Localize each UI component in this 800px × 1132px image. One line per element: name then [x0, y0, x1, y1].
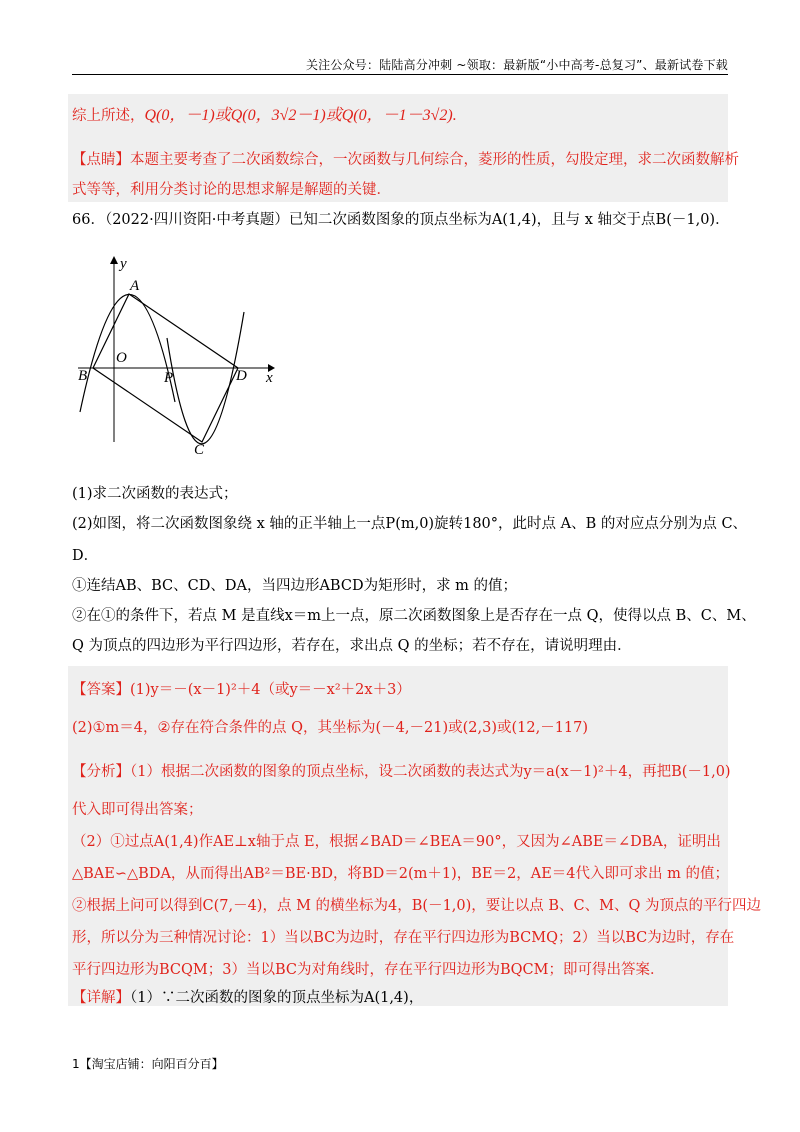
question-2a: ①连结AB、BC、CD、DA，当四边形ABCD为矩形时，求 m 的值；: [72, 578, 518, 594]
label-p: P: [164, 370, 174, 386]
analysis-tag: 【分析】: [72, 764, 130, 780]
label-a: A: [130, 278, 140, 294]
header-rule: [72, 74, 728, 75]
answer-line-2: (2)①m＝4，②存在符合条件的点 Q，其坐标为(－4,－21)或(2,3)或(12,－117): [72, 720, 589, 736]
analysis-text-1: （1）根据二次函数的图象的顶点坐标，设二次函数的表达式为y＝a(x－1)²＋4，再把B(－1,0): [130, 764, 731, 780]
detail-text-1: （1）∵二次函数的图象的顶点坐标为A(1,4)，: [130, 990, 424, 1006]
analysis-line-1: [72, 762, 731, 782]
rotated-parabola: [167, 312, 244, 444]
question-2b-line-2: Q 为顶点的四边形为平行四边形，若存在，求出点 Q 的坐标；若不存在，请说明理由．: [72, 638, 632, 654]
answer-line-1: [72, 680, 411, 700]
question-2b-line-1: ②在①的条件下，若点 M 是直线x＝m上一点，原二次函数图象上是否存在一点 Q，使得以点 B、C、M、: [72, 608, 756, 624]
analysis-line-5: ②根据上问可以得到C(7,－4)，点 M 的横坐标为4，B(－1,0)，要让以点 B、C、M、Q 为顶点的平行四边: [72, 898, 761, 914]
analysis-line-7: 平行四边形为BCQM；3）当以BC为对角线时，存在平行四边形为BQCM；即可得出答案．: [72, 962, 665, 978]
problem-stem: 66．（2022·四川资阳·中考真题）已知二次函数图象的顶点坐标为A(1,4)，且与 x 轴交于点B(－1,0)．: [72, 212, 730, 228]
page-number: 1: [72, 1057, 80, 1071]
detail-tag: 【详解】: [72, 990, 130, 1006]
question-2-line-2: D．: [72, 548, 99, 564]
problem-figure: [72, 252, 292, 462]
question-2-line-1: (2)如图，将二次函数图象绕 x 轴的正半轴上一点P(m,0)旋转180°，此时点 A、B 的对应点分别为点 C、: [72, 516, 748, 532]
analysis-line-3: （2）①过点A(1,4)作AE⊥x轴于点 E，根据∠BAD＝∠BEA＝90°，又因为∠ABE＝∠DBA，证明出: [72, 834, 721, 850]
dianjing-tag: 【点睛】: [72, 152, 130, 168]
label-y: y: [120, 256, 127, 272]
label-b: B: [78, 368, 88, 384]
question-1: (1)求二次函数的表达式；: [72, 486, 238, 502]
analysis-line-2: 代入即可得出答案；: [72, 802, 203, 818]
prev-conclusion: [72, 106, 457, 126]
page-footer: [72, 1055, 224, 1072]
label-o: O: [116, 350, 127, 366]
label-c: C: [194, 442, 205, 458]
analysis-line-6: 形，所以分为三种情况讨论：1）当以BC为边时，存在平行四边形为BCMQ；2）当以BC为边时，存在: [72, 930, 735, 946]
detail-line-1: [72, 988, 423, 1008]
shop-name: 【淘宝店铺：向阳百分百】: [79, 1057, 224, 1071]
prev-conclusion-math: Q(0，－1)或Q(0，3√2－1)或Q(0，－1－3√2).: [144, 107, 457, 124]
label-x: x: [266, 370, 273, 386]
answer-1: (1)y＝－(x－1)²＋4（或y＝－x²＋2x＋3）: [130, 682, 411, 698]
prev-conclusion-prefix: 综上所述，: [72, 108, 145, 124]
dianjing-line-2: 式等等，利用分类讨论的思想求解是解题的关键．: [72, 182, 391, 198]
page-header: 关注公众号：陆陆高分冲刺 ~领取：最新版“小中高考-总复习”、最新试卷下载: [305, 58, 728, 72]
analysis-line-4: △BAE∽△BDA，从而得出AB²＝BE·BD，将BD＝2(m＋1)，BE＝2，AE＝4代入即可求出 m 的值；: [72, 866, 729, 882]
answer-tag: 【答案】: [72, 682, 130, 698]
label-d: D: [236, 368, 247, 384]
dianjing-text-1: 本题主要考查了二次函数综合，一次函数与几何综合，菱形的性质，勾股定理，求二次函数解析: [130, 152, 739, 168]
dianjing-line-1: [72, 150, 739, 170]
original-parabola: [80, 294, 175, 412]
y-axis-arrow: [110, 256, 118, 264]
